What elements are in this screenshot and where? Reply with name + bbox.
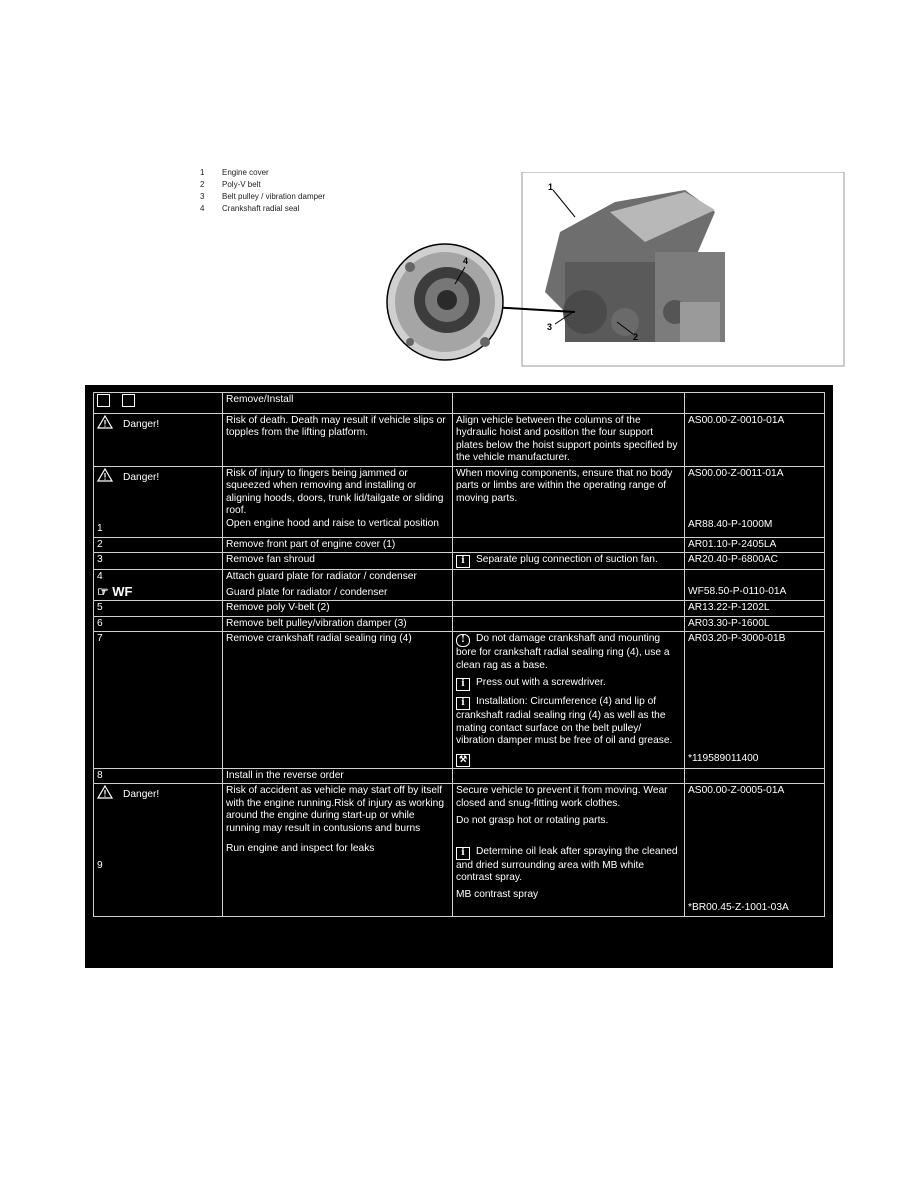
special-tool-icon: ⚒ — [456, 754, 470, 767]
step-number: 3 — [94, 553, 223, 570]
step-number: 9 — [97, 859, 103, 871]
step-number: 6 — [94, 616, 223, 632]
remove-symbol-icon — [97, 394, 110, 407]
callout-4: 4 — [463, 256, 469, 266]
info-icon: i — [456, 697, 470, 710]
step-number: 4 — [97, 571, 103, 582]
install-symbol-icon — [122, 394, 135, 407]
info-icon: i — [456, 555, 470, 568]
legend-item: 4 Crankshaft radial seal — [200, 204, 300, 213]
figure-legend — [200, 167, 325, 215]
info-icon: i — [456, 678, 470, 691]
table-row: 5 Remove poly V-belt (2) AR13.22-P-1202L — [94, 601, 825, 617]
table-row: Danger! Risk of death. Death may result if vehicle slips or topples from the lifting platform. Align vehicle between the columns of the hydraulic hoist and position the four support plates below the hoist support points specified by the vehicle manufacturer. AS00.00-Z-0010-01A — [94, 413, 825, 466]
procedure-table — [93, 392, 825, 917]
header-icons — [94, 393, 223, 414]
procedure-table-frame — [85, 385, 833, 968]
legend-item: 3 Belt pulley / vibration damper — [200, 192, 326, 201]
caution-icon: ! — [456, 634, 470, 647]
engine-illustration — [385, 172, 845, 372]
callout-2: 2 — [633, 332, 639, 342]
callout-1: 1 — [548, 182, 554, 192]
table-row: 8 Install in the reverse order — [94, 768, 825, 784]
table-row: 3 Remove fan shroud i Separate plug connection of suction fan. AR20.40-P-6800AC — [94, 553, 825, 570]
danger-label: Danger! — [123, 418, 160, 430]
legend-item: 2 Poly-V belt — [200, 180, 261, 189]
table-row: 7 Remove crankshaft radial sealing ring (4) ! Do not damage crankshaft and mounting bore for crankshaft radial sealing ring (4), use a clean rag as a base. i Press out with a screwdriver. i Installation: Circumference (4) and lip of crankshaft radial sealing ring (4) as well as the mating contact surface on the belt pulley/ vibration damper must be free of oil and grease. ⚒ AR03.20-P-3000-01B *119589011400 — [94, 632, 825, 769]
step-number: 8 — [94, 768, 223, 784]
header-title: Remove/Install — [223, 393, 453, 414]
table-row: Danger! 1 Risk of injury to fingers being jammed or squeezed when removing and installing or aligning hoods, doors, trunk lid/tailgate or sliding roof. Open engine hood and raise to vertical position When moving components, ensure that no body parts or limbs are within the operating range of moving parts. AS00.00-Z-0011-01A AR88.40-P-1000M — [94, 466, 825, 537]
warning-triangle-icon — [97, 468, 113, 482]
table-row: 2 Remove front part of engine cover (1) AR01.10-P-2405LA — [94, 537, 825, 553]
step-number: 2 — [94, 537, 223, 553]
step-number: 1 — [97, 523, 103, 534]
step-number: 7 — [94, 632, 223, 769]
warning-triangle-icon — [97, 785, 113, 799]
table-row: Danger! 9 Risk of accident as vehicle may start off by itself with the engine running.Risk of injury as working around the engine during start-up or while running may result in contusions and burns Run engine and inspect for leaks Secure vehicle to prevent it from moving. Wear closed and snug-fitting work clothes. Do not grasp hot or rotating parts. i Determine oil leak after spraying the cleaned and dried surrounding area with MB white contrast spray. MB contrast spray AS00.00-Z-0005-01A *BR00.45-Z-1001-03A — [94, 784, 825, 917]
warning-triangle-icon — [97, 415, 113, 429]
table-row: 4 ☞ WF Attach guard plate for radiator / condenser Guard plate for radiator / condenser WF58.50-P-0110-01A — [94, 570, 825, 601]
workshop-equipment-icon: ☞ — [97, 583, 109, 599]
table-row: 6 Remove belt pulley/vibration damper (3) AR03.30-P-1600L — [94, 616, 825, 632]
callout-3: 3 — [547, 322, 553, 332]
legend-item: 1 Engine cover — [200, 168, 269, 177]
step-number: 5 — [94, 601, 223, 617]
info-icon: i — [456, 847, 470, 860]
table-row — [94, 393, 825, 414]
